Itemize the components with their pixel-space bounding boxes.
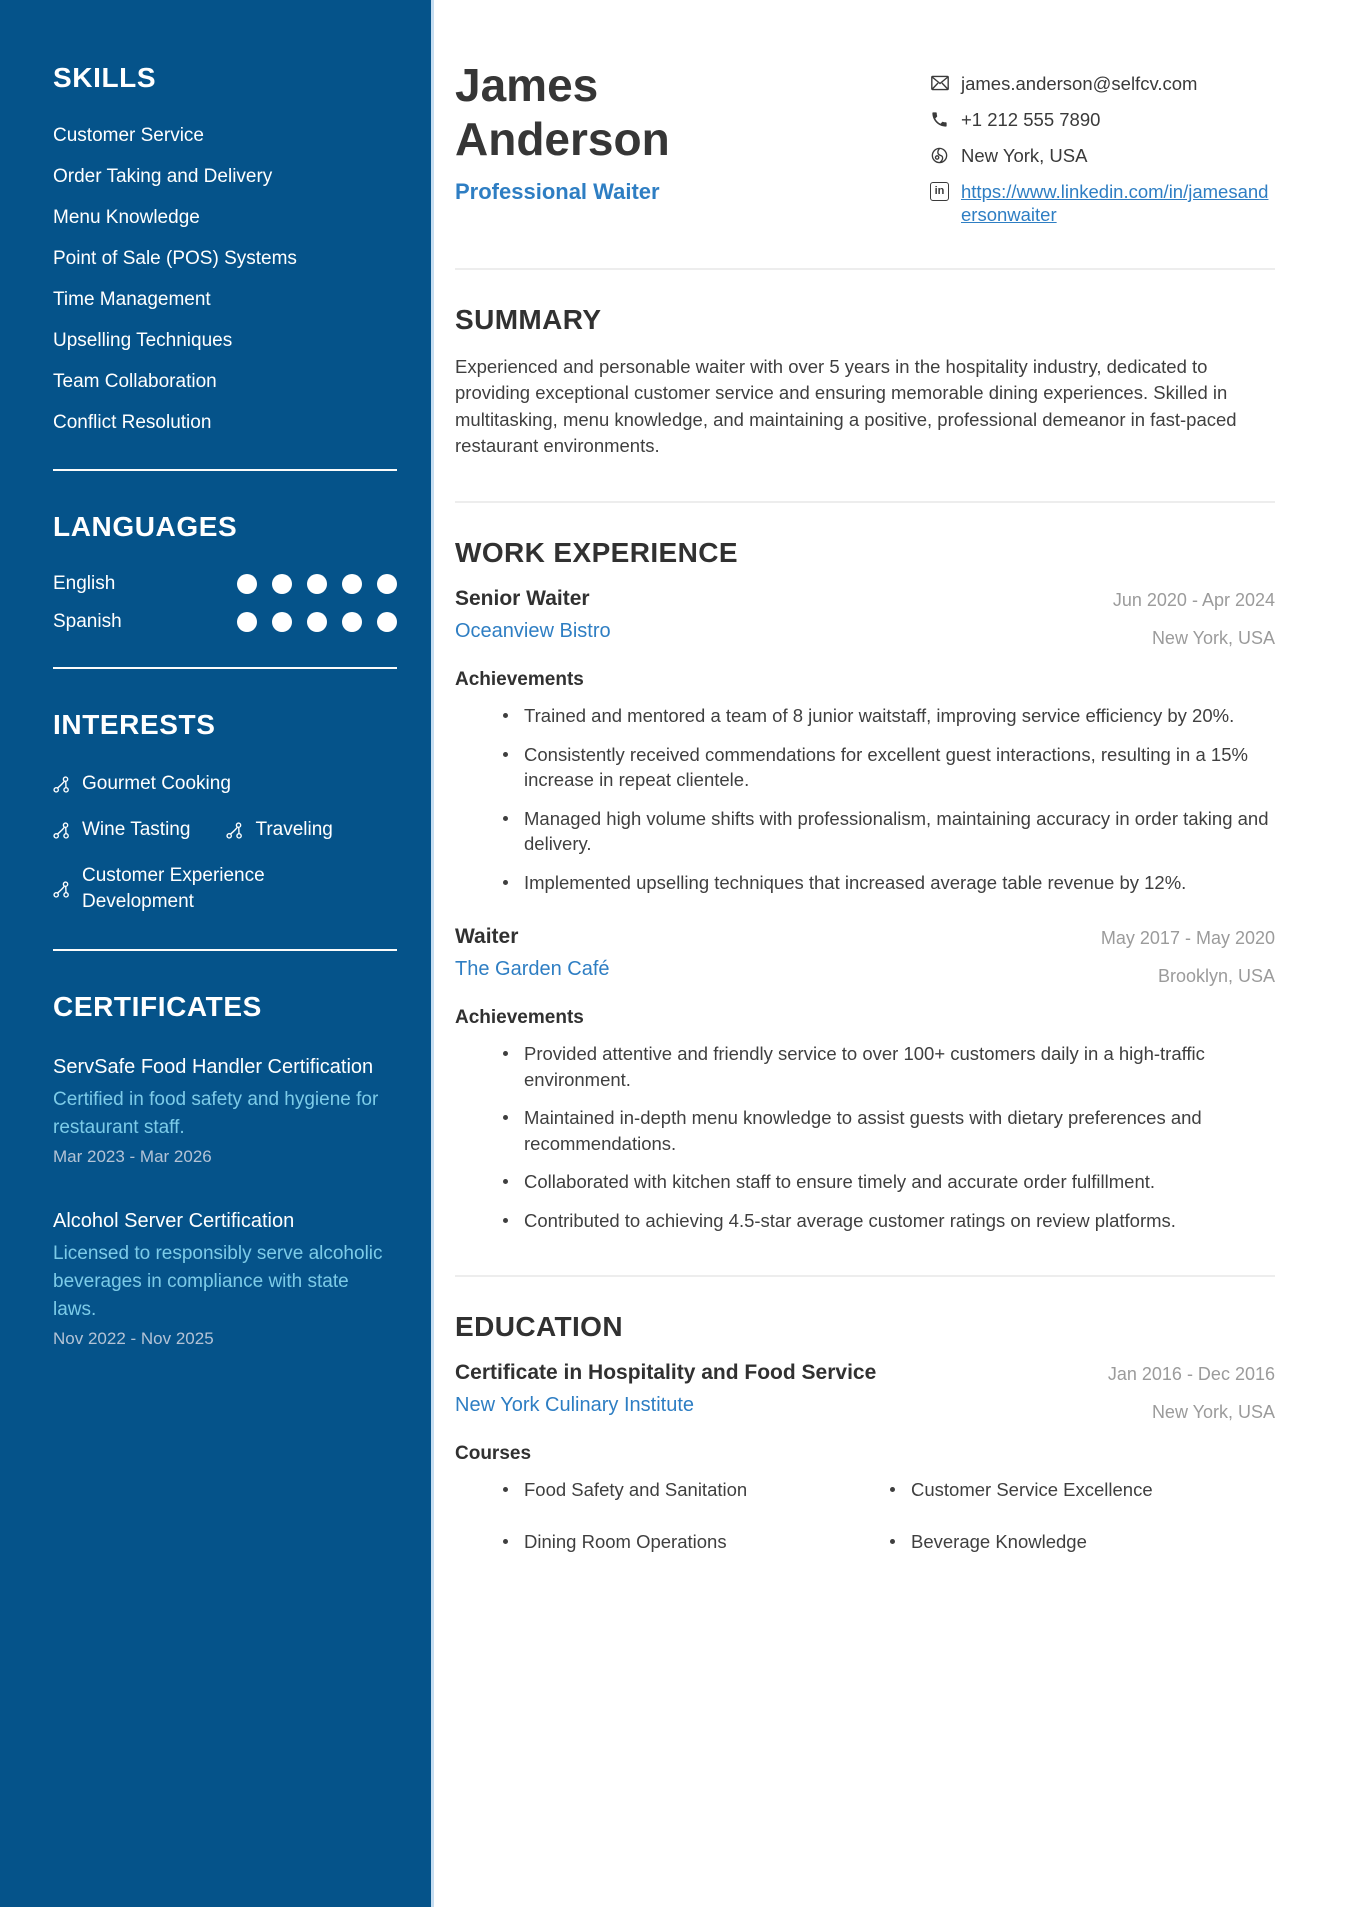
job-location: New York, USA (1151, 628, 1275, 649)
certificate-description: Licensed to responsibly serve alcoholic beverages in compliance with state laws. (53, 1243, 383, 1320)
phone-icon (930, 110, 950, 129)
job-meta (1101, 925, 1275, 987)
certificate-dates: Mar 2023 - Mar 2026 (53, 1147, 212, 1166)
resume-main (455, 0, 1275, 1554)
achievements-list (455, 703, 1275, 895)
language-row (53, 573, 397, 595)
job-title-block (455, 925, 610, 987)
skill-item: Upselling Techniques (53, 330, 233, 351)
work-experience-section (455, 537, 1275, 1233)
certificates-title: CERTIFICATES (53, 991, 262, 1022)
header (455, 58, 1275, 226)
contact-linkedin-row (930, 180, 1275, 226)
education-location: New York, USA (1151, 1402, 1275, 1423)
skill-item: Order Taking and Delivery (53, 166, 273, 187)
achievement-item: Collaborated with kitchen staff to ensure timely and accurate order fulfillment. (501, 1169, 1275, 1195)
branch-icon (53, 881, 70, 898)
certificate-name: Alcohol Server Certification (53, 1210, 295, 1232)
education-dates: Jan 2016 - Dec 2016 (1107, 1364, 1275, 1385)
section-divider (455, 268, 1275, 270)
language-level-dots (237, 574, 397, 594)
interest-item (53, 817, 190, 843)
phone-value: +1 212 555 7890 (961, 109, 1101, 130)
interest-item (53, 771, 231, 797)
course-item: Dining Room Operations (501, 1529, 888, 1555)
achievement-item: Trained and mentored a team of 8 junior waitstaff, improving service efficiency by 20%. (501, 703, 1275, 729)
person-name: James Anderson (455, 59, 670, 166)
level-dot (307, 574, 327, 594)
interest-label: Gourmet Cooking (82, 773, 231, 794)
location-value: New York, USA (961, 145, 1088, 166)
skills-section (53, 62, 397, 435)
level-dot (377, 574, 397, 594)
course-item: Beverage Knowledge (888, 1529, 1275, 1555)
skill-item: Conflict Resolution (53, 412, 212, 433)
branch-icon (53, 822, 70, 839)
job-entry (455, 925, 1275, 1233)
linkedin-icon: in (930, 182, 950, 201)
sidebar-divider (53, 469, 397, 471)
language-level-dots (237, 612, 397, 632)
contact-block (930, 72, 1275, 226)
level-dot (307, 612, 327, 632)
education-degree: Certificate in Hospitality and Food Service (455, 1361, 877, 1385)
summary-text: Experienced and personable waiter with over 5 years in the hospitality industry, dedicated to providing exceptional customer service and ensuring memorable dining experiences. Skilled in multitasking, menu knowledge, and maintaining a positive, professional demeanor in fast-paced restaurant environments. (455, 356, 1237, 456)
branch-icon (53, 776, 70, 793)
achievements-list (455, 1041, 1275, 1233)
course-item: Food Safety and Sanitation (501, 1477, 888, 1503)
interest-item (226, 817, 332, 843)
interest-label: Customer Experience Development (82, 865, 265, 912)
level-dot (377, 612, 397, 632)
job-entry (455, 587, 1275, 895)
interest-label: Wine Tasting (82, 819, 191, 840)
level-dot (237, 574, 257, 594)
skill-item: Point of Sale (POS) Systems (53, 248, 297, 269)
languages-title: LANGUAGES (53, 511, 238, 542)
certificates-section (53, 991, 397, 1349)
achievement-item: Managed high volume shifts with professionalism, maintaining accuracy in order taking and delivery. (501, 806, 1275, 857)
level-dot (272, 612, 292, 632)
branch-icon (226, 822, 243, 839)
email-value: james.anderson@selfcv.com (961, 73, 1198, 94)
sidebar-divider (53, 949, 397, 951)
section-divider (455, 1275, 1275, 1277)
job-dates: May 2017 - May 2020 (1100, 928, 1275, 949)
language-name: English (53, 573, 116, 594)
job-header (455, 587, 1275, 649)
job-company: Oceanview Bistro (455, 620, 611, 643)
person-job-title: Professional Waiter (455, 178, 660, 204)
level-dot (272, 574, 292, 594)
work-experience-title: WORK EXPERIENCE (455, 537, 738, 569)
skills-list (53, 124, 397, 435)
skill-item: Team Collaboration (53, 371, 217, 392)
job-location: Brooklyn, USA (1157, 966, 1275, 987)
language-name: Spanish (53, 611, 122, 632)
interests-section (53, 709, 397, 915)
education-title: EDUCATION (455, 1311, 623, 1343)
achievement-item: Maintained in-depth menu knowledge to assist guests with dietary preferences and recommendations. (501, 1105, 1275, 1156)
courses-list (455, 1477, 1275, 1554)
job-title: Waiter (455, 925, 519, 949)
sidebar-divider (53, 667, 397, 669)
section-divider (455, 501, 1275, 503)
achievement-item: Implemented upselling techniques that increased average table revenue by 12%. (501, 870, 1275, 896)
contact-phone-row (930, 108, 1275, 131)
education-meta (1108, 1361, 1275, 1423)
achievements-label: Achievements (455, 1007, 584, 1029)
summary-section (455, 304, 1275, 459)
linkedin-link[interactable]: https://www.linkedin.com/in/jamesandersonwaiter (961, 181, 1269, 225)
email-icon (930, 74, 950, 92)
level-dot (237, 612, 257, 632)
interest-item (53, 863, 353, 915)
interests-title: INTERESTS (53, 709, 216, 740)
education-section (455, 1311, 1275, 1554)
job-header (455, 925, 1275, 987)
job-company: The Garden Café (455, 958, 610, 981)
skill-item: Customer Service (53, 125, 204, 146)
achievement-item: Contributed to achieving 4.5-star average customer ratings on review platforms. (501, 1208, 1275, 1234)
sidebar (0, 0, 434, 1907)
achievements-label: Achievements (455, 669, 584, 691)
achievement-item: Provided attentive and friendly service to over 100+ customers daily in a high-traffic environment. (501, 1041, 1275, 1092)
certificate-name: ServSafe Food Handler Certification (53, 1056, 374, 1078)
certificate-item (53, 1053, 397, 1167)
certificate-dates: Nov 2022 - Nov 2025 (53, 1329, 214, 1348)
education-school: New York Culinary Institute (455, 1394, 695, 1417)
interest-label: Traveling (255, 819, 333, 840)
education-title-block (455, 1361, 876, 1423)
job-title: Senior Waiter (455, 587, 590, 611)
job-dates: Jun 2020 - Apr 2024 (1112, 590, 1275, 611)
language-row (53, 611, 397, 633)
location-globe-icon (930, 146, 950, 165)
education-header (455, 1361, 1275, 1423)
contact-email-row (930, 72, 1275, 95)
languages-section (53, 511, 397, 633)
skill-item: Time Management (53, 289, 211, 310)
identity-block (455, 58, 785, 226)
achievement-item: Consistently received commendations for excellent guest interactions, resulting in a 15% increase in repeat clientele. (501, 742, 1275, 793)
summary-title: SUMMARY (455, 304, 602, 335)
course-item: Customer Service Excellence (888, 1477, 1275, 1503)
job-title-block (455, 587, 611, 649)
contact-location-row (930, 144, 1275, 167)
certificate-item (53, 1207, 397, 1349)
interests-list (53, 771, 397, 915)
level-dot (342, 574, 362, 594)
certificate-description: Certified in food safety and hygiene for restaurant staff. (53, 1089, 379, 1138)
job-meta (1113, 587, 1275, 649)
level-dot (342, 612, 362, 632)
skill-item: Menu Knowledge (53, 207, 200, 228)
courses-label: Courses (455, 1443, 532, 1465)
skills-title: SKILLS (53, 62, 157, 93)
